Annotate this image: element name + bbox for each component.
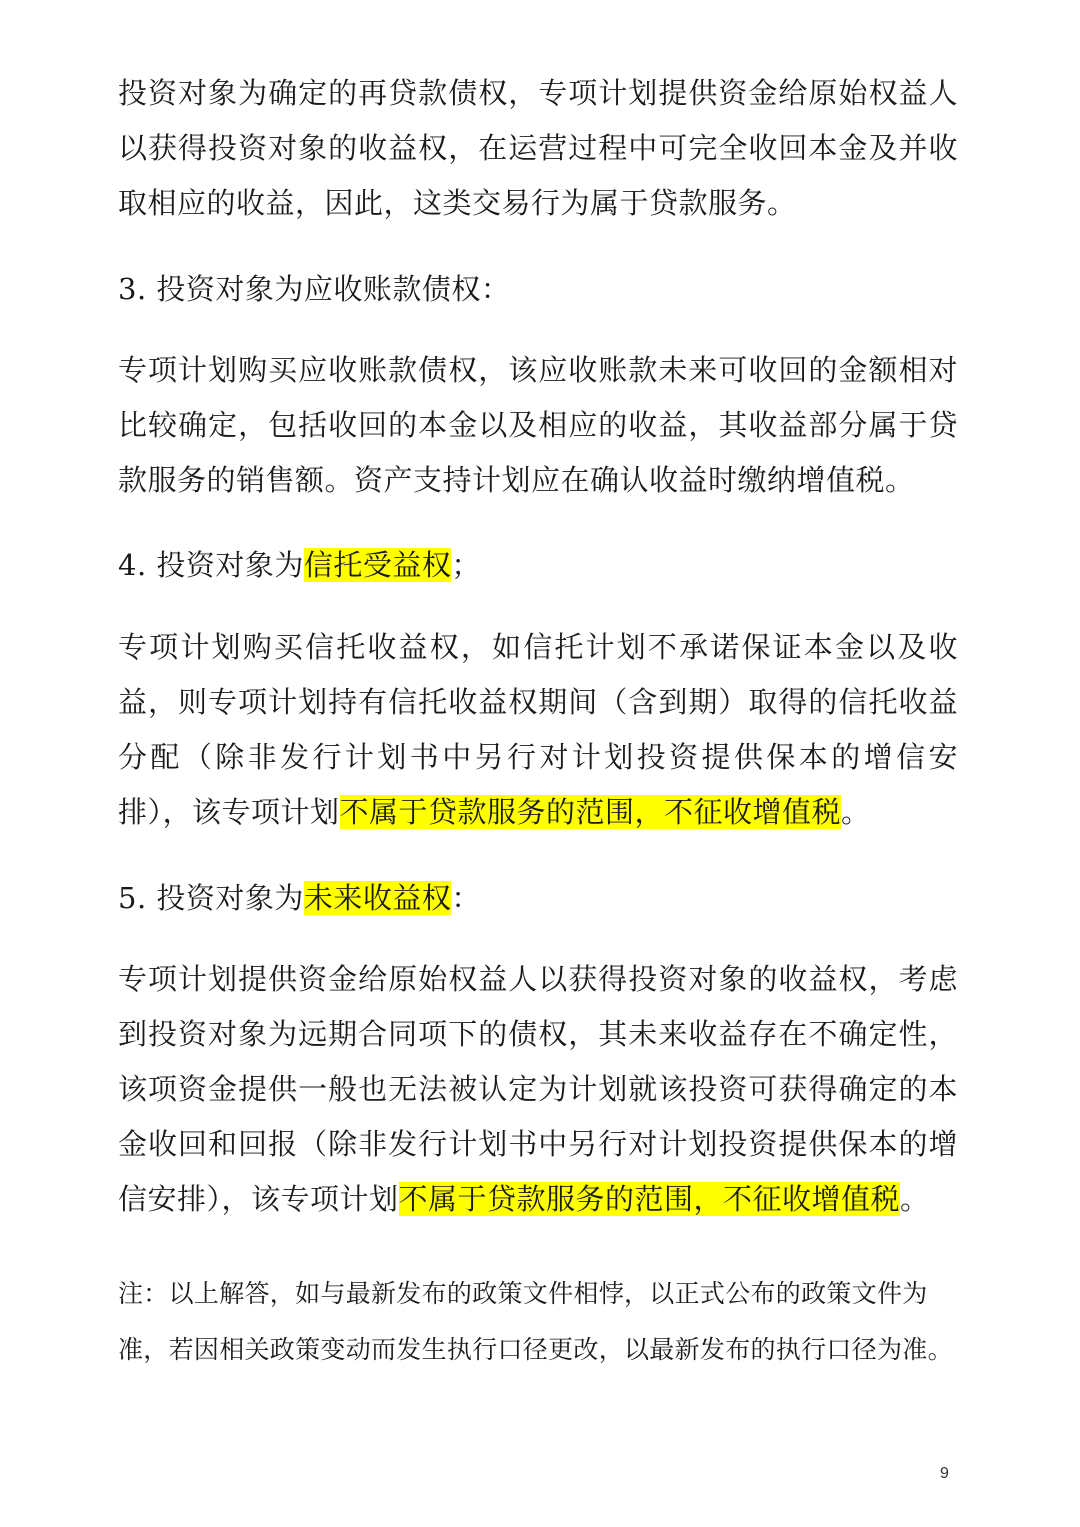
disclaimer-note-text: 注：以上解答，如与最新发布的政策文件相悖，以正式公布的政策文件为准，若因相关政策变动而发生执行口径更改，以最新发布的执行口径为准。 (118, 1279, 953, 1364)
paragraph-trust-end: 。 (841, 795, 871, 829)
heading-trust-highlight: 信托受益权 (303, 548, 452, 582)
heading-receivables (118, 262, 958, 317)
heading-future-suffix: ： (451, 881, 481, 915)
heading-future-highlight: 未来收益权 (303, 881, 452, 915)
paragraph-loan-rights (118, 66, 958, 231)
heading-future-prefix: 5. 投资对象为 (118, 881, 304, 915)
heading-trust-prefix: 4. 投资对象为 (118, 548, 304, 582)
heading-trust-suffix: ； (451, 548, 481, 582)
disclaimer-note (118, 1266, 958, 1378)
paragraph-receivables (118, 343, 958, 508)
paragraph-trust-text: 专项计划购买信托收益权，如信托计划不承诺保证本金以及收益，则专项计划持有信托收益权期间（含到期）取得的信托收益分配（除非发行计划书中另行对计划投资提供保本的增信安排），该专项计划 (118, 630, 958, 829)
heading-trust-beneficiary (118, 538, 958, 593)
heading-future-income (118, 871, 958, 926)
paragraph-receivables-text: 专项计划购买应收账款债权，该应收账款未来可收回的金额相对比较确定，包括收回的本金以及相应的收益，其收益部分属于贷款服务的销售额。资产支持计划应在确认收益时缴纳增值税。 (118, 353, 958, 497)
paragraph-future-text: 专项计划提供资金给原始权益人以获得投资对象的收益权，考虑到投资对象为远期合同项下的债权，其未来收益存在不确定性，该项资金提供一般也无法被认定为计划就该投资可获得确定的本金收回和回报（除非发行计划书中另行对计划投资提供保本的增信安排），该专项计划 (118, 962, 958, 1216)
paragraph-future-income (118, 952, 958, 1227)
page-number: 9 (940, 1465, 949, 1482)
paragraph-future-end: 。 (900, 1182, 930, 1216)
heading-receivables-text: 3. 投资对象为应收账款债权： (118, 272, 511, 306)
paragraph-future-highlight: 不属于贷款服务的范围，不征收增值税 (398, 1182, 901, 1216)
paragraph-loan-rights-text: 投资对象为确定的再贷款债权，专项计划提供资金给原始权益人以获得投资对象的收益权，在运营过程中可完全收回本金及并收取相应的收益，因此，这类交易行为属于贷款服务。 (118, 76, 958, 220)
paragraph-trust (118, 620, 958, 840)
paragraph-trust-highlight: 不属于贷款服务的范围，不征收增值税 (339, 795, 842, 829)
